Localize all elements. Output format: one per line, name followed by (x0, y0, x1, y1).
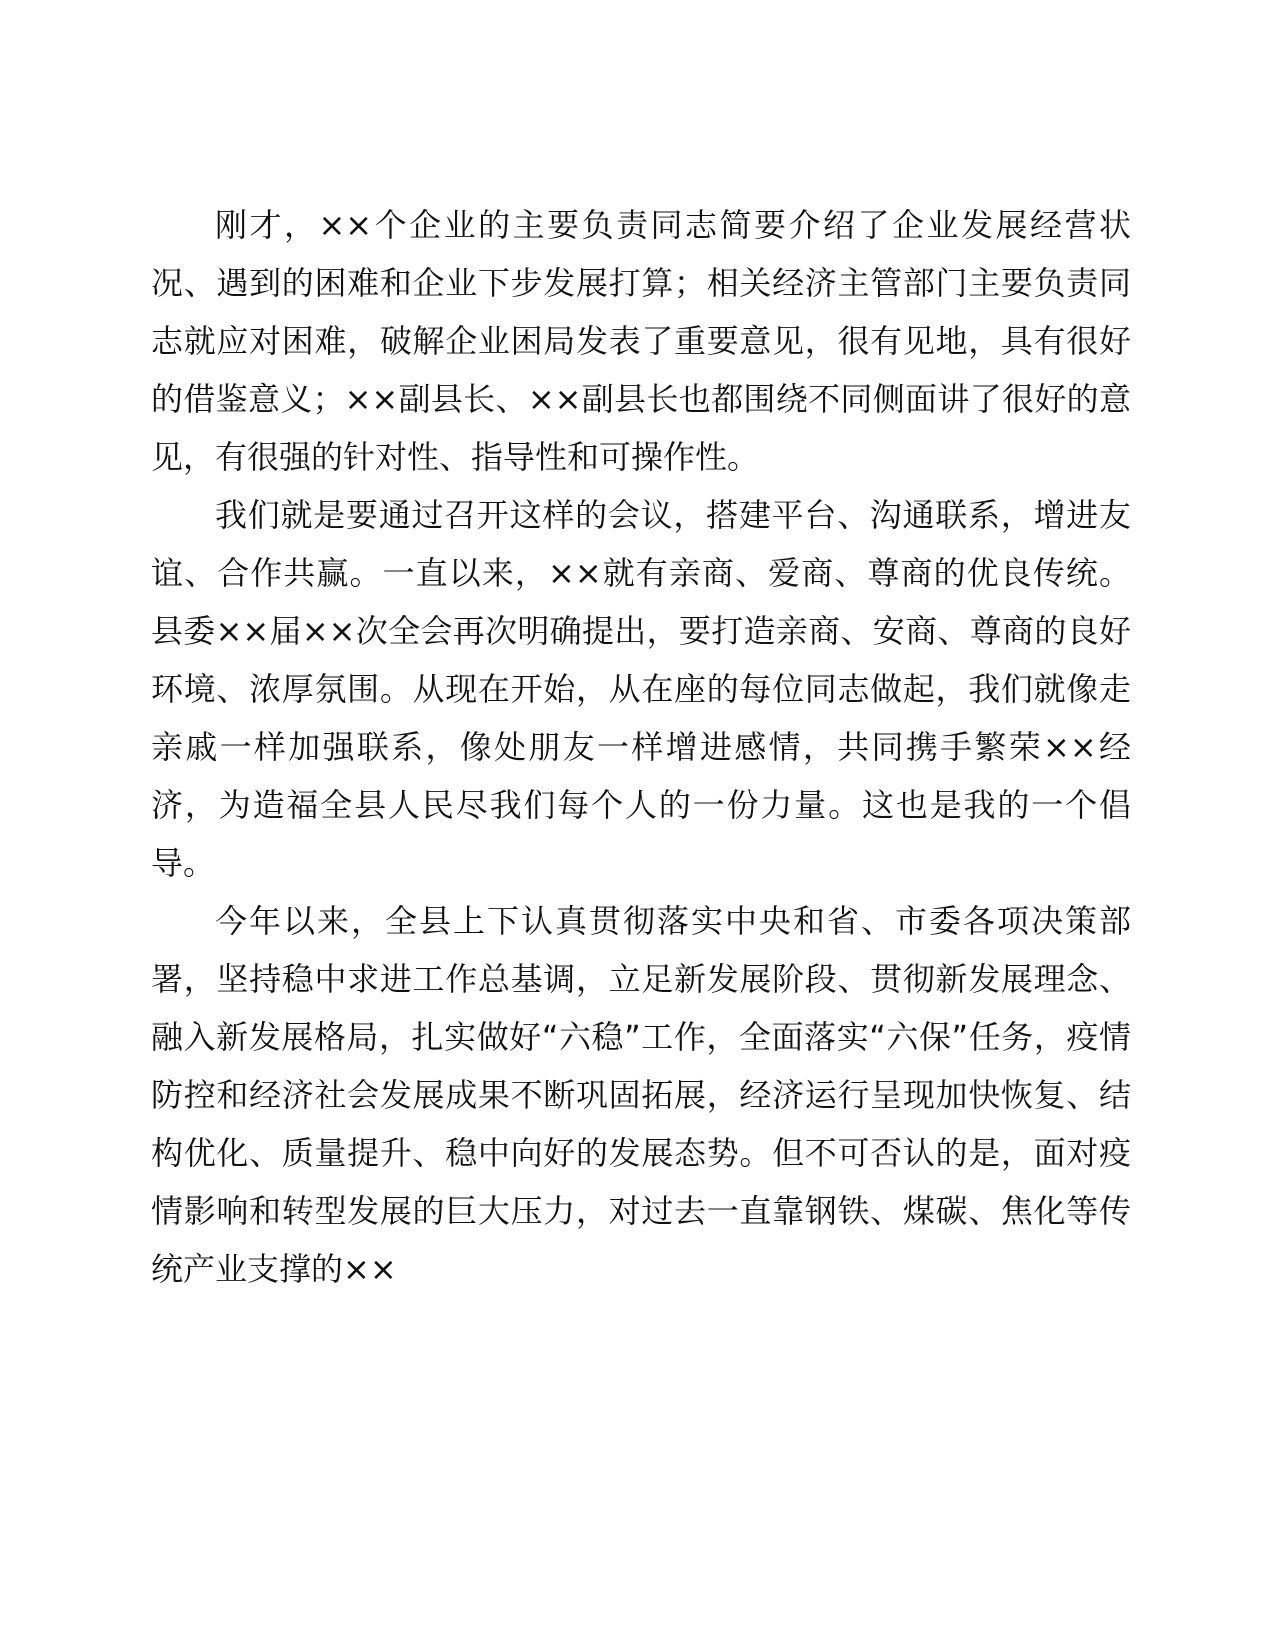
paragraph-1: 刚才，××个企业的主要负责同志简要介绍了企业发展经营状况、遇到的困难和企业下步发展打算；相关经济主管部门主要负责同志就应对困难，破解企业困局发表了重要意见，很有见地，具有很好的借鉴意义；××副县长、××副县长也都围绕不同侧面讲了很好的意见，有很强的针对性、指导性和可操作性。 (151, 206, 1131, 476)
paragraph-2: 我们就是要通过召开这样的会议，搭建平台、沟通联系，增进友谊、合作共赢。一直以来，××就有亲商、爱商、尊商的优良传统。县委××届××次全会再次明确提出，要打造亲商、安商、尊商的良好环境、浓厚氛围。从现在开始，从在座的每位同志做起，我们就像走亲戚一样加强联系，像处朋友一样增进感情，共同携手繁荣××经济，为造福全县人民尽我们每个人的一份力量。这也是我的一个倡导。 (151, 496, 1131, 882)
paragraph-3: 今年以来，全县上下认真贯彻落实中央和省、市委各项决策部署，坚持稳中求进工作总基调，立足新发展阶段、贯彻新发展理念、融入新发展格局，扎实做好“六稳”工作，全面落实“六保”任务，疫情防控和经济社会发展成果不断巩固拓展，经济运行呈现加快恢复、结构优化、质量提升、稳中向好的发展态势。但不可否认的是，面对疫情影响和转型发展的巨大压力，对过去一直靠钢铁、煤碳、焦化等传统产业支撑的×× (151, 902, 1131, 1288)
document-body (151, 196, 1131, 1298)
